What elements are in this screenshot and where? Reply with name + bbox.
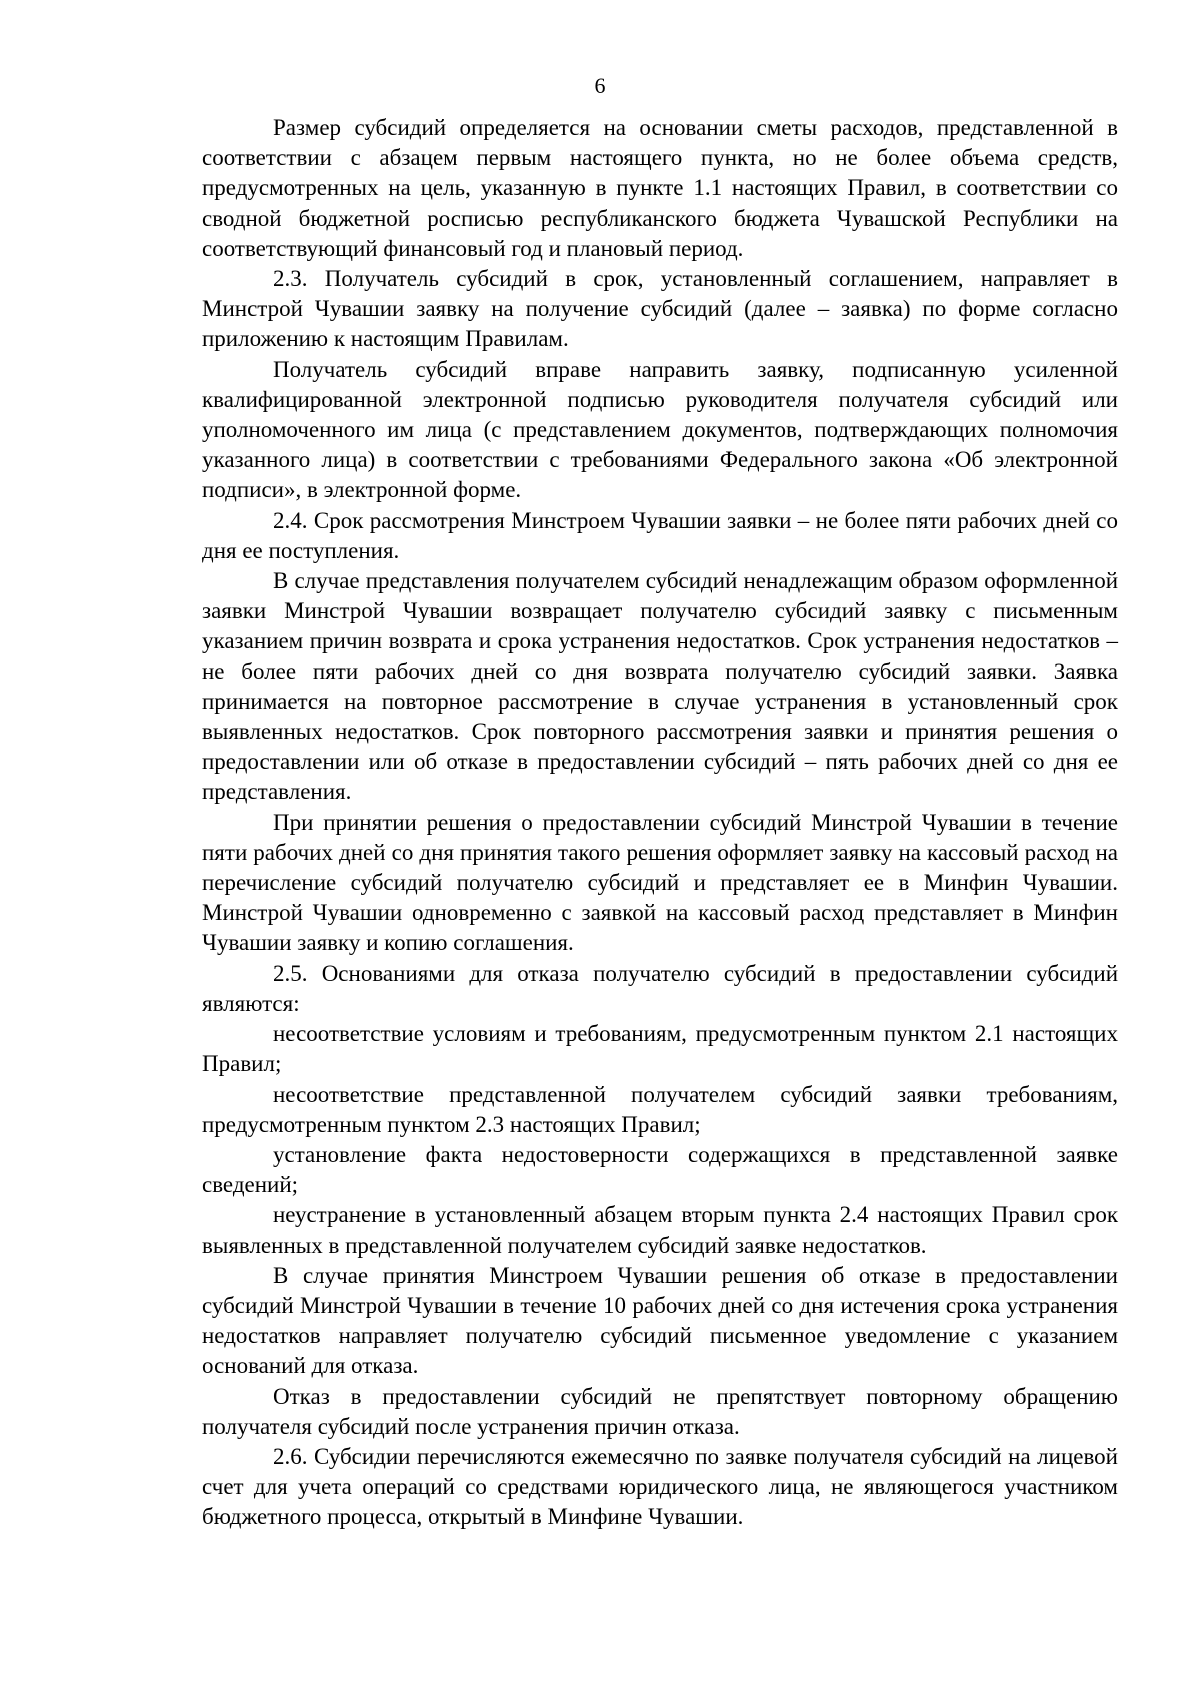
paragraph-2-5: 2.5. Основаниями для отказа получателю субсидий в предоставлении субсидий являются: xyxy=(202,960,1118,1016)
paragraph-2-3: 2.3. Получатель субсидий в срок, установленный соглашением, направляет в Минстрой Чувашии заявку на получение субсидий (далее – заявка) по форме согласно приложению к настоящим Правилам. xyxy=(202,266,1118,352)
list-item-refusal-reason-2: несоответствие представленной получателем субсидий заявки требованиям, предусмотренным пунктом 2.3 настоящих Правил; xyxy=(202,1081,1118,1137)
paragraph-improper-application: В случае представления получателем субсидий ненадлежащим образом оформленной заявки Минстрой Чувашии возвращает получателю субсидий заявку с письменным указанием причин возврата и срока устранения недостатков. Срок устранения недостатков – не более пяти рабочих дней со дня возврата получателю субсидий заявки. Заявка принимается на повторное рассмотрение в случае устранения в установленный срок выявленных недостатков. Срок повторного рассмотрения заявки и принятия решения о предоставлении или об отказе в предоставлении субсидий – пять рабочих дней со дня ее представления. xyxy=(202,568,1118,805)
page-number: 6 xyxy=(594,73,606,98)
list-item-refusal-reason-4: неустранение в установленный абзацем вторым пункта 2.4 настоящих Правил срок выявленных в представленной получателем субсидий заявке недостатков. xyxy=(202,1202,1118,1258)
paragraph-2-6: 2.6. Субсидии перечисляются ежемесячно по заявке получателя субсидий на лицевой счет для учета операций со средствами юридического лица, не являющегося участником бюджетного процесса, открытый в Минфине Чувашии. xyxy=(202,1443,1118,1530)
paragraph-electronic-application: Получатель субсидий вправе направить заявку, подписанную усиленной квалифицированной электронной подписью руководителя получателя субсидий или уполномоченного им лица (с представлением документов, подтверждающих полномочия указанного лица) в соответствии с требованиями Федерального закона «Об электронной подписи», в электронной форме. xyxy=(202,356,1118,503)
paragraph-repeat-request: Отказ в предоставлении субсидий не препятствует повторному обращению получателя субсидий после устранения причин отказа. xyxy=(202,1383,1118,1439)
paragraph-subsidy-size: Размер субсидий определяется на основании сметы расходов, представленной в соответствии с абзацем первым настоящего пункта, но не более объема средств, предусмотренных на цель, указанную в пункте 1.1 настоящих Правил, в соответствии со сводной бюджетной росписью республиканского бюджета Чувашской Республики на соответствующий финансовый год и плановый период. xyxy=(202,115,1118,261)
paragraph-2-4: 2.4. Срок рассмотрения Минстроем Чувашии заявки – не более пяти рабочих дней со дня ее поступления. xyxy=(202,507,1118,563)
list-item-refusal-reason-1: несоответствие условиям и требованиям, предусмотренным пунктом 2.1 настоящих Правил; xyxy=(202,1021,1118,1077)
list-item-refusal-reason-3: установление факта недостоверности содержащихся в представленной заявке сведений; xyxy=(202,1141,1118,1198)
document-body xyxy=(202,113,1118,1533)
paragraph-refusal-notice: В случае принятия Минстроем Чувашии решения об отказе в предоставлении субсидий Минстрой Чувашии в течение 10 рабочих дней со дня истечения срока устранения недостатков направляет получателю субсидий письменное уведомление с указанием оснований для отказа. xyxy=(202,1262,1118,1379)
paragraph-decision-payment: При принятии решения о предоставлении субсидий Минстрой Чувашии в течение пяти рабочих дней со дня принятия такого решения оформляет заявку на кассовый расход на перечисление субсидий получателю субсидий и представляет ее в Минфин Чувашии. Минстрой Чувашии одновременно с заявкой на кассовый расход представляет в Минфин Чувашии заявку и копию соглашения. xyxy=(202,809,1118,956)
